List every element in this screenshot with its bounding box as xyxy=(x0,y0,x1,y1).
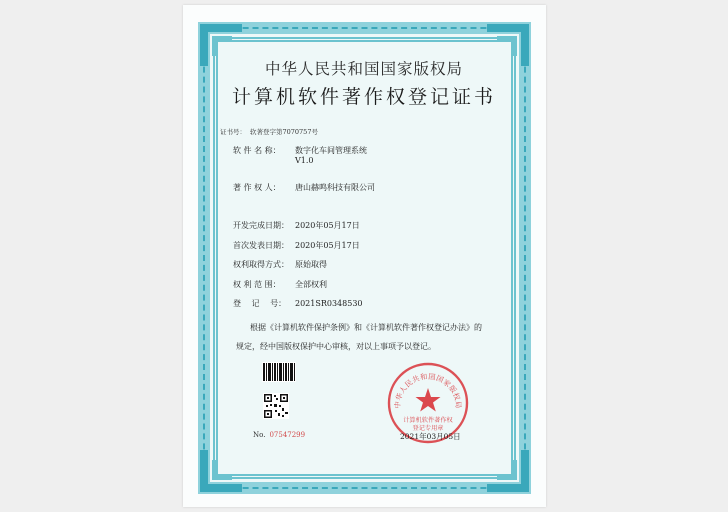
serial-number xyxy=(253,431,305,439)
field-value: 原始取得 xyxy=(295,260,327,269)
field-copyright-owner xyxy=(233,182,375,193)
field-value: 2020年05月17日 xyxy=(295,241,360,250)
seal-outer-text: 中华人民共和国国家版权局 xyxy=(392,371,464,409)
certificate-number xyxy=(220,127,322,136)
field-publish-date xyxy=(233,240,360,251)
star-icon xyxy=(416,388,441,412)
certificate-number-value: 软著登字第7070757号 xyxy=(250,128,318,136)
field-rights-scope xyxy=(233,279,327,290)
field-label: 首次发表日期： xyxy=(233,241,289,250)
field-label: 权利取得方式： xyxy=(233,260,289,269)
seal-inner-line-1: 计算机软件著作权 xyxy=(403,417,453,424)
certificate-title: 计算机软件著作权登记证书 xyxy=(231,86,496,108)
certificate-number-label: 证书号： xyxy=(220,128,246,136)
field-value: 全部权利 xyxy=(295,280,327,289)
statement-line-2: 规定，经中国版权保护中心审核，对以上事项予以登记。 xyxy=(236,342,436,351)
issuer-title: 中华人民共和国国家版权局 xyxy=(264,60,463,78)
field-software-name xyxy=(233,145,367,165)
qr-code-icon xyxy=(263,393,289,419)
issue-date: 2021年03月05日 xyxy=(400,432,461,441)
field-registration-number xyxy=(233,298,363,309)
field-version: V1.0 xyxy=(295,156,314,165)
field-label: 开发完成日期： xyxy=(233,221,289,230)
field-acquisition-method xyxy=(233,259,327,270)
serial-label: No. xyxy=(253,431,266,439)
barcode-icon xyxy=(262,362,296,382)
field-value: 2020年05月17日 xyxy=(295,221,360,230)
serial-value: 07547299 xyxy=(269,431,306,439)
field-label: 著 作 权 人： xyxy=(233,183,281,192)
field-label: 权 利 范 围： xyxy=(233,280,281,289)
field-completion-date xyxy=(233,220,360,231)
field-value: 2021SR0348530 xyxy=(295,299,363,308)
seal-inner-line-2: 登记专用章 xyxy=(412,425,444,432)
field-label: 软 件 名 称： xyxy=(233,146,281,155)
field-label: 登 记 号： xyxy=(233,299,287,308)
statement-line-1: 根据《计算机软件保护条例》和《计算机软件著作权登记办法》的 xyxy=(250,323,482,332)
field-value: 数字化车间管理系统 xyxy=(295,146,367,155)
field-value: 唐山赫鸣科技有限公司 xyxy=(295,183,375,192)
